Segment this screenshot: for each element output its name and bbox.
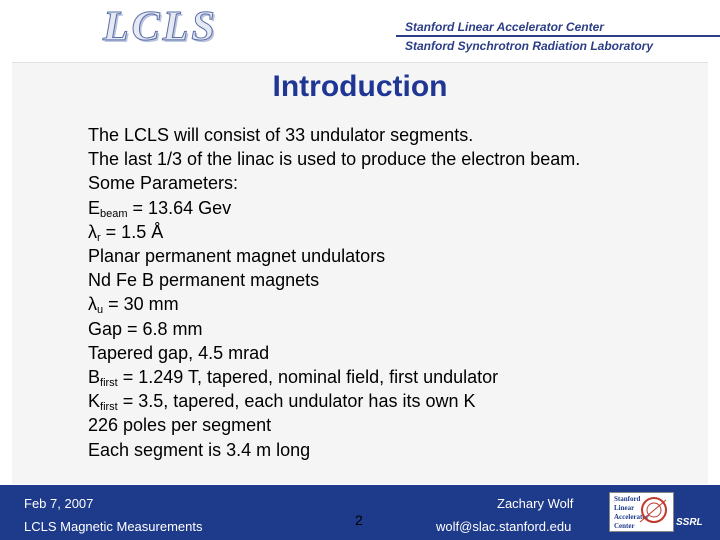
body-line: Some Parameters: <box>88 173 239 194</box>
footer-email: wolf@slac.stanford.edu <box>436 519 572 534</box>
body-line: 226 poles per segment <box>88 415 272 436</box>
org-name-slac: Stanford Linear Accelerator Center <box>405 20 604 34</box>
body-line: Planar permanent magnet undulators <box>88 246 386 267</box>
ssrl-logo: SSRL <box>676 517 703 528</box>
body-line-kfirst: $K_{first} = 3.5$, tapered, each undulator has its own K <box>88 391 476 414</box>
body-line: Tapered gap, 4.5 mrad <box>88 342 270 363</box>
footer-date: Feb 7, 2007 <box>24 496 94 511</box>
body-line: The LCLS will consist of 33 undulator segments. <box>88 125 474 145</box>
stanford-logo: Stanford Linear Accelerator Center <box>609 492 674 532</box>
body-line: Nd Fe B permanent magnets <box>88 270 320 291</box>
footer-department: LCLS Magnetic Measurements <box>24 519 203 534</box>
lcls-logo: LCLS <box>103 4 218 50</box>
slide-header <box>0 0 720 62</box>
slide-title: Introduction <box>272 70 448 103</box>
body-line-ebeam: $E_{beam} = 13.64$ Gev <box>88 197 232 220</box>
body-line-lambda-r: $\lambda_r = 1.5$ Å <box>88 221 164 244</box>
accelerator-ring-icon <box>636 492 672 530</box>
body-line-bfirst: $B_{first} = 1.249$ T, tapered, nominal field, first undulator <box>88 367 499 390</box>
org-name-ssrl: Stanford Synchrotron Radiation Laboratory <box>405 39 654 53</box>
body-line: Each segment is 3.4 m long <box>88 439 311 460</box>
header-rule <box>396 35 720 37</box>
page-number: 2 <box>355 512 363 528</box>
footer-author: Zachary Wolf <box>497 496 574 511</box>
body-line: Gap = 6.8 mm <box>88 318 203 339</box>
slide-body <box>88 123 580 462</box>
body-line-lambda-u: $\lambda_u = 30$ mm <box>88 294 179 317</box>
body-line: The last 1/3 of the linac is used to produce the electron beam. <box>88 149 581 170</box>
